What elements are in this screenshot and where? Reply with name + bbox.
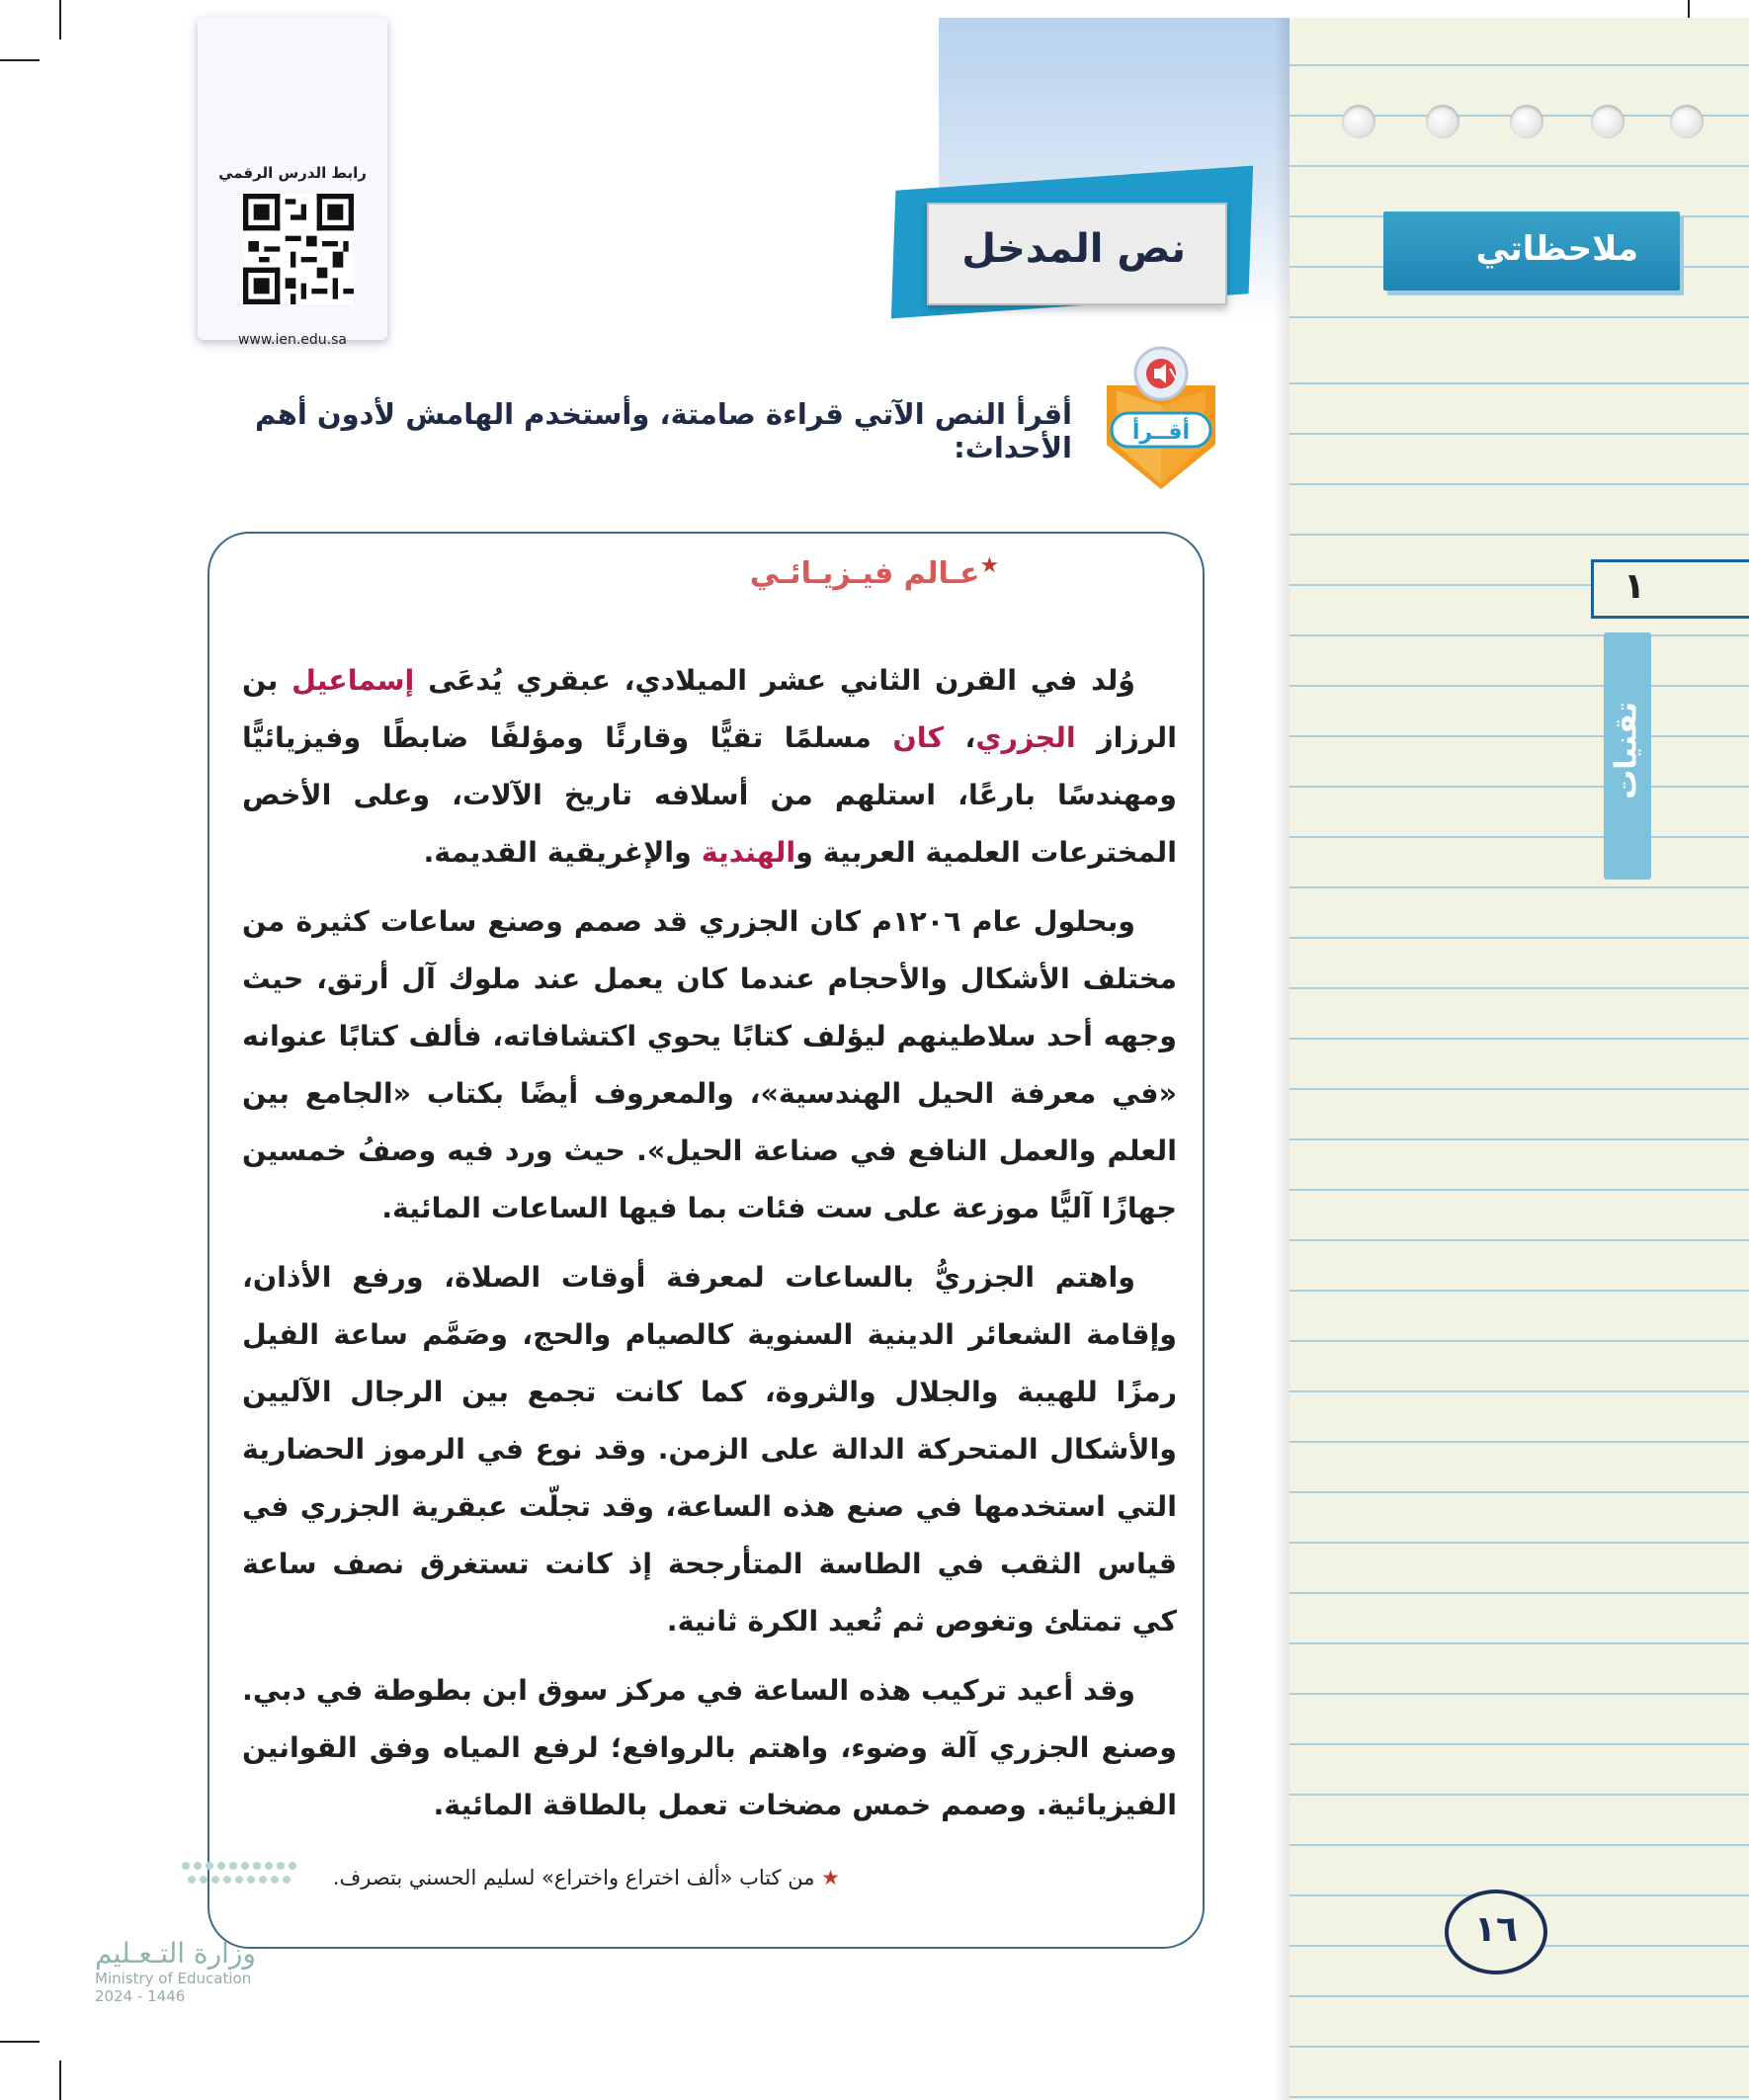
highlight-name: الجزري: [975, 721, 1076, 754]
highlight-word: الهندية: [701, 836, 796, 869]
binder-hole-icon: [1591, 105, 1624, 138]
notes-tab: [1383, 211, 1680, 291]
crop-mark: [0, 2041, 40, 2043]
paragraph: وُلد في القرن الثاني عشر الميلادي، عبقري يُدعَى إسماعيل بن الرزاز الجزري، كان مسلمًا تقيًّا وقارئًا ومؤلفًا ضابطًا وفيزيائيًّا ومهندسًا بارعًا، استلهم من أسلافه تاريخ الآلات، وعلى الأخص المخترعات العلمية العربية والهندية والإغريقية القديمة.: [242, 664, 1177, 869]
page-number-badge: [1445, 1890, 1547, 1974]
binder-hole-icon: [1510, 105, 1543, 138]
ministry-year: 2024 - 1446: [95, 1987, 186, 2005]
highlight-word: كان: [892, 721, 945, 754]
unit-name: تقنيات: [1609, 702, 1644, 799]
digital-lesson-qr-card[interactable]: [198, 18, 387, 348]
binder-hole-icon: [1342, 105, 1375, 138]
footnote-text: من كتاب «ألف اختراع واختراع» لسليم الحسني بتصرف.: [332, 1866, 822, 1890]
passage-body: [242, 652, 1177, 1846]
notes-margin: [1290, 18, 1749, 2100]
notes-tab-label: ملاحظاتي: [1475, 229, 1638, 269]
section-banner: [927, 203, 1227, 305]
unit-number: ١: [1624, 566, 1645, 607]
passage-title: عـالم فيـزيـائـي★: [749, 553, 1000, 591]
highlight-name: إسماعيل: [292, 664, 415, 697]
read-badge-icon: [1097, 336, 1225, 494]
ministry-arabic: وزارة التـعـليم: [95, 1937, 256, 1970]
page-number: ١٦: [1474, 1909, 1518, 1950]
footnote-star-icon: ★: [821, 1866, 840, 1890]
binder-hole-icon: [1426, 105, 1459, 138]
ministry-english: Ministry of Education: [95, 1970, 252, 1987]
crop-mark: [59, 2060, 61, 2100]
qr-code-icon[interactable]: [243, 194, 354, 304]
paragraph: واهتم الجزريُّ بالساعات لمعرفة أوقات الصلاة، ورفع الأذان، وإقامة الشعائر الدينية السنوية كالصيام والحج، وصَمَّم ساعة الفيل رمزًا للهيبة والجلال والثروة، كما كانت تجمع بين الرجال الآليين والأشكال المتحركة الدالة على الزمن. وقد نوع في الرموز الحضارية التي استخدمها في صنع هذه الساعة، وقد تجلّت عبقرية الجزري في قياس الثقب في الطاسة المتأرجحة إذ كانت تستغرق نصف ساعة كي تمتلئ وتغوص ثم تُعيد الكرة ثانية.: [242, 1261, 1177, 1638]
qr-label: رابط الدرس الرقمي: [218, 164, 367, 182]
unit-name-tag: [1604, 632, 1651, 880]
title-footnote-marker: ★: [979, 553, 1000, 578]
reading-instruction: أقرأ النص الآتي قراءة صامتة، وأستخدم الهامش لأدون أهم الأحداث:: [255, 397, 1072, 464]
paragraph: وقد أعيد تركيب هذه الساعة في مركز سوق ابن بطوطة في دبي. وصنع الجزري آلة وضوء، واهتم بالروافع؛ لرفع المياه وفق القوانين الفيزيائية. وصمم خمس مضخات تعمل بالطاقة المائية.: [242, 1674, 1177, 1821]
crop-mark: [59, 0, 61, 40]
paragraph: وبحلول عام ١٢٠٦م كان الجزري قد صمم وصنع ساعات كثيرة من مختلف الأشكال والأحجام عندما كان يعمل عند ملوك آل أرتق، حيث وجهه أحد سلاطينهم ليؤلف كتابًا يحوي اكتشافاته، فألف كتابًا عنوانه «في معرفة الحيل الهندسية»، والمعروف أيضًا بكتاب «الجامع بين العلم والعمل النافع في صناعة الحيل». حيث ورد فيه وصفُ خمسين جهازًا آليًّا موزعة على ست فئات بما فيها الساعات المائية.: [242, 905, 1177, 1224]
ministry-logo-dots-icon: [176, 1856, 344, 1895]
qr-url[interactable]: www.ien.edu.sa: [237, 332, 348, 348]
section-title: نص المدخل: [961, 226, 1186, 272]
binder-hole-icon: [1670, 105, 1704, 138]
ministry-watermark: [95, 1937, 256, 2005]
read-badge-label: أقــرأ: [1131, 420, 1191, 445]
crop-mark: [0, 59, 40, 61]
